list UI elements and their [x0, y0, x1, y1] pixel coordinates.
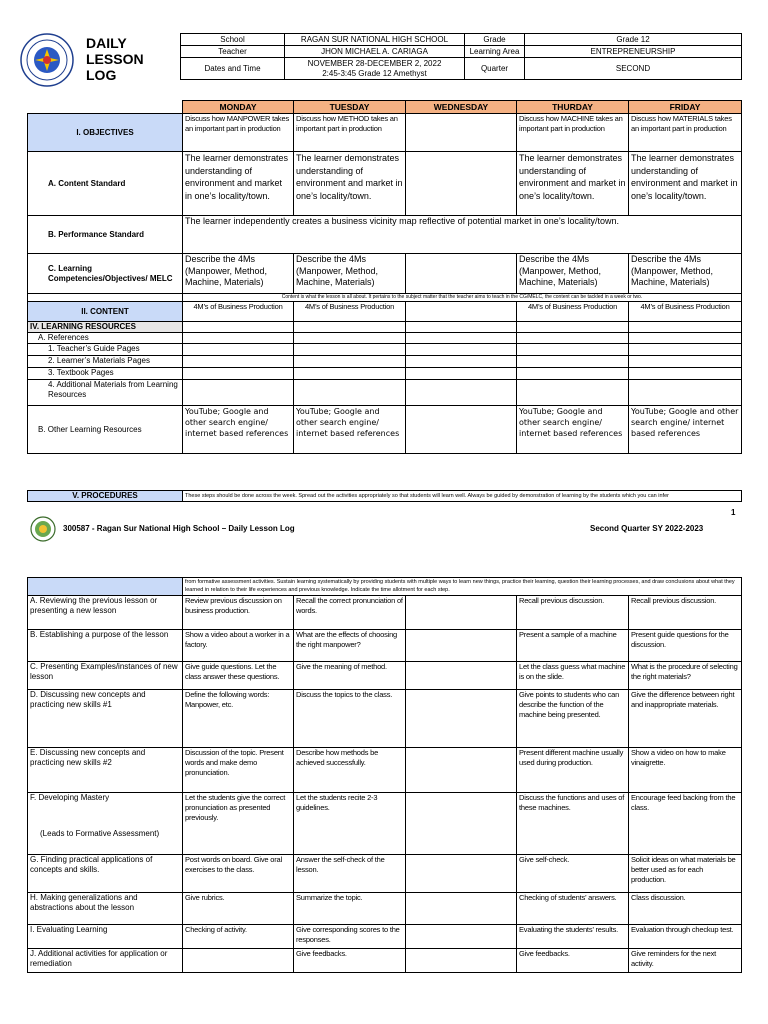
school-value: RAGAN SUR NATIONAL HIGH SCHOOL	[285, 34, 465, 46]
proc-d-thursday: Give points to students who can describe the function of the machine being presented.	[517, 690, 629, 748]
proc-i-friday: Evaluation through checkup test.	[629, 925, 742, 949]
footer-seal	[30, 516, 56, 542]
teacher-label: Teacher	[181, 46, 285, 58]
competency-thursday: Describe the 4Ms (Manpower, Method, Machine, Materials)	[517, 254, 629, 294]
content-label: II. CONTENT	[28, 302, 183, 322]
competency-wednesday	[406, 254, 517, 294]
proc-h-wednesday	[406, 893, 517, 925]
content-tuesday: 4M’s of Business Production	[294, 302, 406, 322]
ref-teachers-guide: 1. Teacher’s Guide Pages	[28, 344, 183, 356]
competency-friday: Describe the 4Ms (Manpower, Method, Machine, Materials)	[629, 254, 742, 294]
proc-label-d: D. Discussing new concepts and practicing new skills #1	[28, 690, 183, 748]
dll-title	[86, 35, 144, 83]
proc-a-friday: Recall previous discussion.	[629, 596, 742, 630]
other-resources-tuesday: YouTube; Google and other search engine/ internet based references	[294, 406, 406, 454]
proc-label-j: J. Additional activities for application or remediation	[28, 949, 183, 973]
proc-i-monday: Checking of activity.	[183, 925, 294, 949]
proc-label-f-title: F. Developing Mastery	[30, 793, 110, 802]
date-label: Dates and Time	[181, 58, 285, 80]
proc-g-tuesday: Answer the self-check of the lesson.	[294, 855, 406, 893]
proc-e-wednesday	[406, 748, 517, 793]
content-standard-friday: The learner demonstrates understanding of environment and market in one’s locality/town.	[629, 152, 742, 216]
proc-label-b: B. Establishing a purpose of the lesson	[28, 630, 183, 662]
grade-label: Grade	[465, 34, 525, 46]
proc-label-f-sub: (Leads to Formative Assessment)	[40, 829, 160, 838]
dll-title-line2: LESSON	[86, 51, 144, 67]
proc-label-c: C. Presenting Examples/instances of new lesson	[28, 662, 183, 690]
day-wednesday: WEDNESDAY	[406, 101, 517, 114]
grade-value: Grade 12	[525, 34, 742, 46]
resources-label: IV. LEARNING RESOURCES	[28, 322, 183, 333]
proc-a-thursday: Recall previous discussion.	[517, 596, 629, 630]
teacher-value: JHON MICHAEL A. CARIAGA	[285, 46, 465, 58]
content-monday: 4M’s of Business Production	[183, 302, 294, 322]
proc-h-monday: Give rubrics.	[183, 893, 294, 925]
proc-j-friday: Give reminders for the next activity.	[629, 949, 742, 973]
proc-b-tuesday: What are the effects of choosing the right manpower?	[294, 630, 406, 662]
corner-cell	[28, 101, 183, 114]
content-note: Content is what the lesson is all about. It pertains to the subject matter that the teacher aims to teach in the CG/MELC, the content can be tackled in a week or two.	[183, 294, 742, 302]
competency-label: C. Learning Competencies/Objectives/ MELC	[28, 254, 183, 294]
other-resources-label: B. Other Learning Resources	[28, 406, 183, 454]
proc-d-friday: Give the difference between right and inappropriate materials.	[629, 690, 742, 748]
day-monday: MONDAY	[183, 101, 294, 114]
proc-a-wednesday	[406, 596, 517, 630]
proc-a-monday: Review previous discussion on business production.	[183, 596, 294, 630]
proc-h-friday: Class discussion.	[629, 893, 742, 925]
competency-tuesday: Describe the 4Ms (Manpower, Method, Machine, Materials)	[294, 254, 406, 294]
proc-label-a: A. Reviewing the previous lesson or presenting a new lesson	[28, 596, 183, 630]
proc-c-thursday: Let the class guess what machine is on the slide.	[517, 662, 629, 690]
ref-textbook: 3. Textbook Pages	[28, 368, 183, 380]
day-tuesday: TUESDAY	[294, 101, 406, 114]
proc-label-i: I. Evaluating Learning	[28, 925, 183, 949]
objective-tuesday: Discuss how METHOD takes an important part in production	[294, 114, 406, 152]
proc-e-thursday: Present different machine usually used during production.	[517, 748, 629, 793]
dll-title-line3: LOG	[86, 67, 117, 83]
quarter-value: SECOND	[525, 58, 742, 80]
school-label: School	[181, 34, 285, 46]
objective-wednesday	[406, 114, 517, 152]
proc-label-h: H. Making generalizations and abstractions about the lesson	[28, 893, 183, 925]
content-note-spacer	[28, 294, 183, 302]
proc-g-monday: Post words on board. Give oral exercises to the class.	[183, 855, 294, 893]
header-table	[180, 33, 742, 80]
date-value-line2: 2:45-3:45 Grade 12 Amethyst	[322, 68, 427, 78]
procedures-detail-table	[27, 577, 742, 973]
objective-thursday: Discuss how MACHINE takes an important part in production	[517, 114, 629, 152]
deped-seal	[20, 33, 74, 87]
proc-i-thursday: Evaluating the students’ results.	[517, 925, 629, 949]
proc-f-wednesday	[406, 793, 517, 855]
proc-h-thursday: Checking of students’ answers.	[517, 893, 629, 925]
date-value-line1: NOVEMBER 28-DECEMBER 2, 2022	[307, 58, 442, 68]
proc-d-tuesday: Discuss the topics to the class.	[294, 690, 406, 748]
proc-d-monday: Define the following words: Manpower, etc.	[183, 690, 294, 748]
procedures-note: These steps should be done across the week. Spread out the activities appropriately so that students will learn well. Always be guided by demonstration of learning by the students which you can infer	[183, 491, 742, 502]
procedures-table	[27, 490, 742, 502]
content-standard-label: A. Content Standard	[28, 152, 183, 216]
proc-b-wednesday	[406, 630, 517, 662]
procedures-label: V. PROCEDURES	[28, 491, 183, 502]
performance-standard-label: B. Performance Standard	[28, 216, 183, 254]
content-standard-thursday: The learner demonstrates understanding of environment and market in one’s locality/town.	[517, 152, 629, 216]
page-number: 1	[731, 508, 736, 517]
day-thursday: THURDAY	[517, 101, 629, 114]
proc-c-monday: Give guide questions. Let the class answer these questions.	[183, 662, 294, 690]
proc-e-monday: Discussion of the topic. Present words and make demo pronunciation.	[183, 748, 294, 793]
content-standard-wednesday	[406, 152, 517, 216]
proc-j-monday	[183, 949, 294, 973]
date-value	[285, 58, 465, 80]
proc-i-wednesday	[406, 925, 517, 949]
other-resources-wednesday	[406, 406, 517, 454]
proc-f-tuesday: Let the students recite 2-3 guidelines.	[294, 793, 406, 855]
proc-g-thursday: Give self-check.	[517, 855, 629, 893]
content-wednesday	[406, 302, 517, 322]
dll-main-table	[27, 100, 742, 454]
area-value: ENTREPRENEURSHIP	[525, 46, 742, 58]
other-resources-thursday: YouTube; Google and other search engine/ internet based references	[517, 406, 629, 454]
proc-b-monday: Show a video about a worker in a factory.	[183, 630, 294, 662]
proc-c-tuesday: Give the meaning of method.	[294, 662, 406, 690]
proc-j-tuesday: Give feedbacks.	[294, 949, 406, 973]
ref-additional-materials: 4. Additional Materials from Learning Resources	[28, 380, 183, 406]
proc-label-g: G. Finding practical applications of concepts and skills.	[28, 855, 183, 893]
references-label: A. References	[28, 333, 183, 344]
other-resources-monday: YouTube; Google and other search engine/ internet based references	[183, 406, 294, 454]
content-standard-tuesday: The learner demonstrates understanding of environment and market in one’s locality/town.	[294, 152, 406, 216]
content-friday: 4M’s of Business Production	[629, 302, 742, 322]
proc-e-tuesday: Describe how methods be achieved successfully.	[294, 748, 406, 793]
dll-title-line1: DAILY	[86, 35, 127, 51]
proc-c-wednesday	[406, 662, 517, 690]
proc-j-wednesday	[406, 949, 517, 973]
proc-f-thursday: Discuss the functions and uses of these machines.	[517, 793, 629, 855]
quarter-label: Quarter	[465, 58, 525, 80]
proc-label-f	[28, 793, 183, 855]
objective-monday: Discuss how MANPOWER takes an important part in production	[183, 114, 294, 152]
proc-g-wednesday	[406, 855, 517, 893]
objective-friday: Discuss how MATERIALS takes an important part in production	[629, 114, 742, 152]
procedures-note-continued: from formative assessment activities. Sustain learning systematically by providing students with multiple ways to learn new things, practice their learning, question their learning processes, and draw conclusions about what they learned in relation to their life experiences and previous knowledge. Indicate the time allotment for each step.	[183, 578, 742, 596]
competency-monday: Describe the 4Ms (Manpower, Method, Machine, Materials)	[183, 254, 294, 294]
other-resources-friday: YouTube; Google and other search engine/ internet based references	[629, 406, 742, 454]
proc-a-tuesday: Recall the correct pronunciation of words.	[294, 596, 406, 630]
content-thursday: 4M’s of Business Production	[517, 302, 629, 322]
ref-learners-materials: 2. Learner’s Materials Pages	[28, 356, 183, 368]
proc-i-tuesday: Give corresponding scores to the responses.	[294, 925, 406, 949]
content-standard-monday: The learner demonstrates understanding of environment and market in one’s locality/town.	[183, 152, 294, 216]
proc-c-friday: What is the procedure of selecting the right materials?	[629, 662, 742, 690]
procedures-note-corner	[28, 578, 183, 596]
proc-e-friday: Show a video on how to make vinaigrette.	[629, 748, 742, 793]
footer-school-text: 300587 - Ragan Sur National High School – Daily Lesson Log	[63, 524, 295, 533]
proc-f-friday: Encourage feed backing from the class.	[629, 793, 742, 855]
proc-d-wednesday	[406, 690, 517, 748]
proc-j-thursday: Give feedbacks.	[517, 949, 629, 973]
proc-g-friday: Solicit ideas on what materials be better used as for each production.	[629, 855, 742, 893]
area-label: Learning Area	[465, 46, 525, 58]
proc-b-thursday: Present a sample of a machine	[517, 630, 629, 662]
proc-f-monday: Let the students give the correct pronunciation as presented previously.	[183, 793, 294, 855]
proc-h-tuesday: Summarize the topic.	[294, 893, 406, 925]
objectives-label: I. OBJECTIVES	[28, 114, 183, 152]
footer-quarter-text: Second Quarter SY 2022-2023	[590, 524, 704, 533]
day-friday: FRIDAY	[629, 101, 742, 114]
proc-b-friday: Present guide questions for the discussion.	[629, 630, 742, 662]
performance-standard-text: The learner independently creates a business vicinity map reflective of potential market in one’s locality/town.	[183, 216, 742, 254]
proc-label-e: E. Discussing new concepts and practicing new skills #2	[28, 748, 183, 793]
